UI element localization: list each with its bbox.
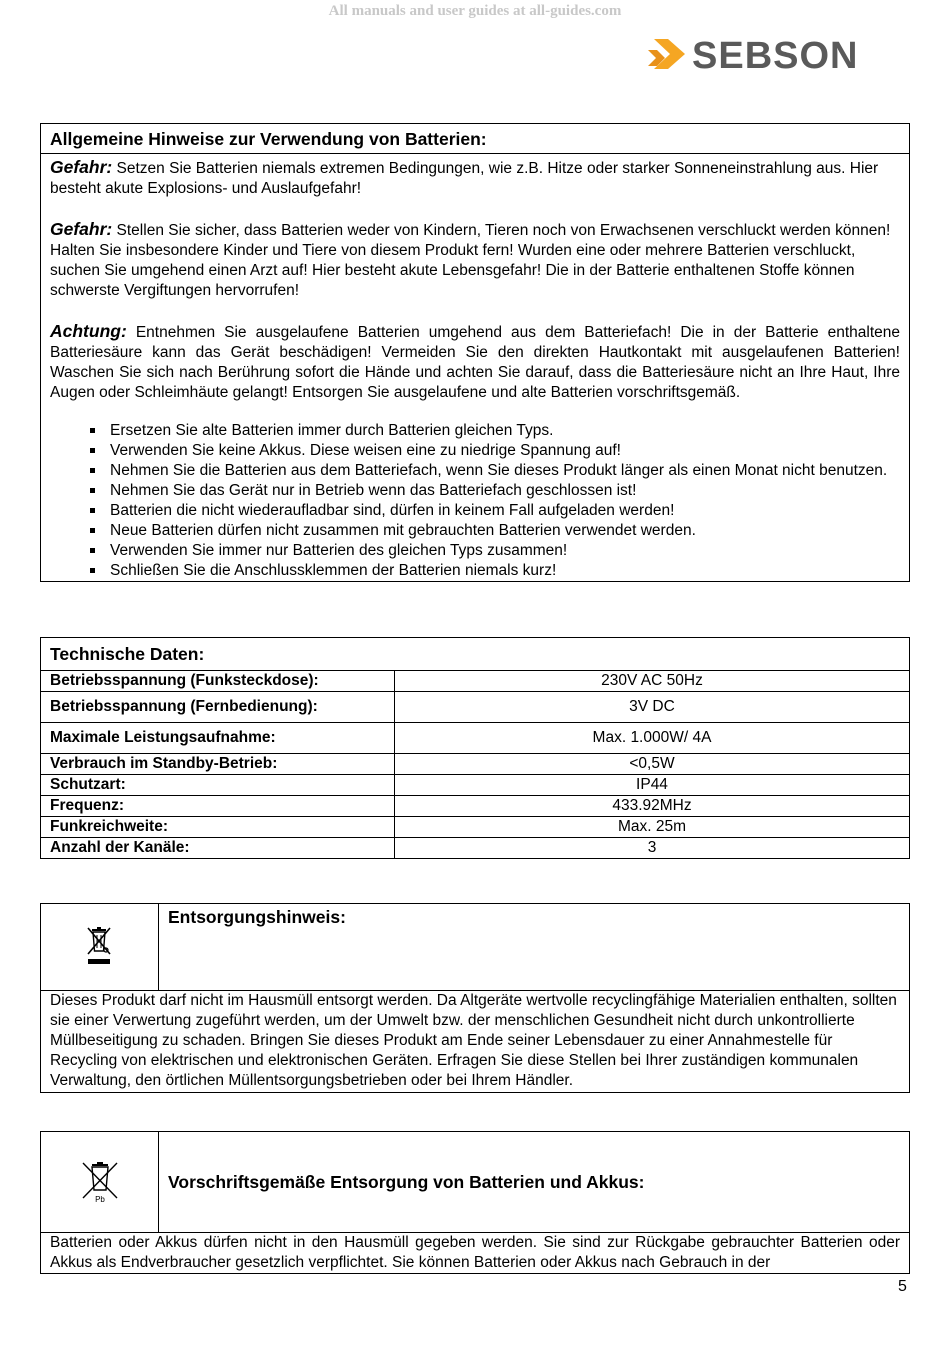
crossed-out-bin-icon bbox=[41, 904, 159, 990]
disposal-title: Entsorgungshinweis: bbox=[168, 907, 346, 927]
list-item: Ersetzen Sie alte Batterien immer durch Batterien gleichen Typs. bbox=[50, 421, 900, 441]
bullet-square-icon bbox=[90, 548, 95, 553]
battery-notes-title: Allgemeine Hinweise zur Verwendung von Batterien: bbox=[41, 124, 909, 154]
danger-paragraph-2 bbox=[50, 219, 900, 301]
page-number: 5 bbox=[898, 1278, 907, 1295]
bullet-square-icon bbox=[90, 508, 95, 513]
list-item: Neue Batterien dürfen nicht zusammen mit gebrauchten Batterien verwendet werden. bbox=[50, 521, 900, 541]
battery-disposal-text: Batterien oder Akkus dürfen nicht in den Hausmüll gegeben werden. Sie sind zur Rückgabe gebrauchter Batterien oder Akkus als Endverbraucher gesetzlich verpflichtet. Sie können Batterien oder Akkus nach Gebrauch in der bbox=[50, 1234, 900, 1271]
bullet-square-icon bbox=[90, 448, 95, 453]
brand-name: SEBSON bbox=[692, 35, 859, 77]
danger-text: Stellen Sie sicher, dass Batterien weder von Kindern, Tieren noch von Erwachsenen verschluckt werden können! Halten Sie insbesondere Kinder und Tiere von diesem Produkt fern! Wurden eine oder mehrere Batterien verschluckt, suchen Sie umgehend einen Arzt auf! Hier besteht akute Lebensgefahr! Die in der Batterie enthaltenen Stoffe können schwerste Vergiftungen hervorrufen! bbox=[50, 222, 891, 299]
battery-notes-body bbox=[41, 154, 909, 581]
list-item: Nehmen Sie das Gerät nur in Betrieb wenn das Batteriefach geschlossen ist! bbox=[50, 481, 900, 501]
table-row: Verbrauch im Standby-Betrieb: <0,5W bbox=[41, 754, 909, 775]
battery-disposal-section bbox=[40, 1131, 910, 1274]
danger-label: Gefahr: bbox=[50, 219, 113, 239]
table-row: Frequenz: 433.92MHz bbox=[41, 796, 909, 817]
table-row: Maximale Leistungsaufnahme: Max. 1.000W/ 4A bbox=[41, 723, 909, 754]
bullet-square-icon bbox=[90, 468, 95, 473]
bullet-square-icon bbox=[90, 428, 95, 433]
list-item: Verwenden Sie keine Akkus. Diese weisen eine zu niedrige Spannung auf! bbox=[50, 441, 900, 461]
battery-bullet-list bbox=[50, 421, 900, 581]
table-row: Betriebsspannung (Fernbedienung): 3V DC bbox=[41, 692, 909, 723]
caution-text: Entnehmen Sie ausgelaufene Batterien umgehend aus dem Batteriefach! Die in der Batterie enthaltene Batteriesäure kann das Gerät beschädigen! Vermeiden Sie den direkten Hautkontakt mit ausgelaufenen Batterien! Waschen Sie sich nach Berührung sofort die Hände und achten Sie darauf, dass die Batteriesäure nicht an Ihre Haut, Ihre Augen oder Schleimhäute gelangt! Entsorgen Sie ausgelaufene und alte Batterien vorschriftsgemäß. bbox=[50, 324, 900, 401]
tech-data-title: Technische Daten: bbox=[50, 644, 205, 664]
list-item: Nehmen Sie die Batterien aus dem Batteriefach, wenn Sie dieses Produkt länger als einen Monat nicht benutzen. bbox=[50, 461, 900, 481]
list-item: Batterien die nicht wiederaufladbar sind, dürfen in keinem Fall aufgeladen werden! bbox=[50, 501, 900, 521]
danger-label: Gefahr: bbox=[50, 157, 113, 177]
pb-label: Pb bbox=[94, 1195, 105, 1204]
table-row: Funkreichweite: Max. 25m bbox=[41, 817, 909, 838]
table-row: Anzahl der Kanäle: 3 bbox=[41, 838, 909, 859]
tech-data-section bbox=[40, 637, 910, 859]
bullet-square-icon bbox=[90, 528, 95, 533]
chevron-arrows-icon bbox=[648, 36, 688, 76]
battery-disposal-title: Vorschriftsgemäße Entsorgung von Batterien und Akkus: bbox=[168, 1171, 645, 1192]
watermark: All manuals and user guides at all-guides.com bbox=[328, 3, 622, 19]
list-item: Verwenden Sie immer nur Batterien des gleichen Typs zusammen! bbox=[50, 541, 900, 561]
table-row: Schutzart: IP44 bbox=[41, 775, 909, 796]
table-row: Betriebsspannung (Funksteckdose): 230V AC 50Hz bbox=[41, 671, 909, 692]
disposal-section bbox=[40, 903, 910, 1093]
disposal-text: Dieses Produkt darf nicht im Hausmüll entsorgt werden. Da Altgeräte wertvolle recyclingfähige Materialien enthalten, sollten sie einer Verwertung zugeführt werden, um der Umwelt bzw. der menschlichen Gesundheit nicht durch unkontrollierte Müllbeseitigung zu schaden. Bringen Sie dieses Produkt am Ende seiner Lebensdauer zu einer Annahmestelle für Recycling von elektrischen und elektronischen Geräten. Erfragen Sie diese Stellen bei Ihrer zuständigen kommunalen Verwaltung, den örtlichen Müllentsorgungsbetrieben oder bei Ihrem Händler. bbox=[50, 992, 897, 1089]
danger-paragraph-1 bbox=[50, 157, 900, 199]
caution-label: Achtung: bbox=[50, 321, 127, 341]
list-item: Schließen Sie die Anschlussklemmen der Batterien niemals kurz! bbox=[50, 561, 900, 581]
battery-notes-section bbox=[40, 123, 910, 582]
danger-text: Setzen Sie Batterien niemals extremen Bedingungen, wie z.B. Hitze oder starker Sonneneinstrahlung aus. Hier besteht akute Explosions- und Auslaufgefahr! bbox=[50, 160, 879, 197]
crossed-out-bin-pb-icon bbox=[41, 1132, 159, 1232]
bullet-square-icon bbox=[90, 568, 95, 573]
caution-paragraph bbox=[50, 321, 900, 403]
brand-logo bbox=[648, 36, 858, 76]
bullet-square-icon bbox=[90, 488, 95, 493]
tech-data-table bbox=[41, 670, 909, 858]
